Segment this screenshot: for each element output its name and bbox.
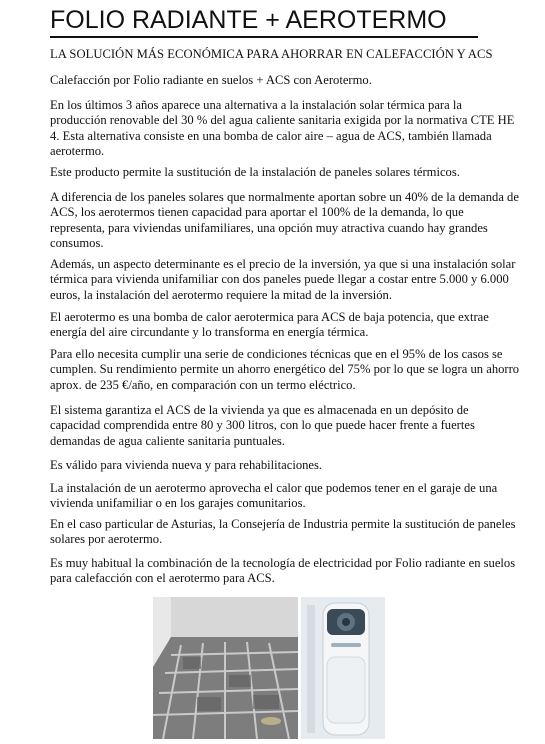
paragraph-storage: El sistema garantiza el ACS de la vivienda ya que es almacenada en un depósito de capacidad comprendida entre 80 y 300 litros, con lo que puede hacer frente a fuertes demandas de agua caliente sanitaria puntuales. [50,403,475,448]
title-underline [50,36,478,38]
paragraph-intro: Calefacción por Folio radiante en suelos + ACS con Aerotermo. [50,73,372,87]
radiant-floor-photo [153,597,298,739]
paragraph-performance: Para ello necesita cumplir una serie de condiciones técnicas que en el 95% de los casos se cumplen. Su rendimiento permite un ahorro energético del 75% por lo que se logra un ahorro aprox. de 235 €/año, en comparación con un termo eléctrico. [50,347,520,392]
page-title: FOLIO RADIANTE + AEROTERMO [50,6,447,34]
paragraph-comparison: A diferencia de los paneles solares que normalmente aportan sobre un 40% de la demanda de ACS, los aerotermos tienen capacidad para aportar el 100% de la demanda, lo que representa, para viviendas unifamiliares, una opción muy atractiva cuando hay grandes consumos. [50,190,519,251]
paragraph-asturias: En el caso particular de Asturias, la Consejería de Industria permite la sustitución de paneles solares por aerotermo. [50,517,516,547]
subtitle: LA SOLUCIÓN MÁS ECONÓMICA PARA AHORRAR EN CALEFACCIÓN Y ACS [50,47,493,61]
photo-strip [153,597,385,739]
paragraph-definition: El aerotermo es una bomba de calor aerotermica para ACS de baja potencia, que extrae energía del aire circundante y lo transforma en energía térmica. [50,310,489,340]
paragraph-validity: Es válido para vivienda nueva y para rehabilitaciones. [50,458,323,472]
paragraph-combination: Es muy habitual la combinación de la tecnología de electricidad por Folio radiante en suelos para calefacción con el aerotermo para ACS. [50,556,516,586]
paragraph-alternative: En los últimos 3 años aparece una alternativa a la instalación solar térmica para la producción renovable del 30 % del agua caliente sanitaria exigida por la normativa CTE HE 4. Esta alternativa consiste en una bomba de calor aire – agua de ACS, también llamada aerotermo. [50,98,515,159]
paragraph-garage: La instalación de un aerotermo aprovecha el calor que podemos tener en el garaje de una vivienda unifamiliar o en los garajes comunitarios. [50,481,498,511]
paragraph-investment: Además, un aspecto determinante es el precio de la inversión, ya que si una instalación solar térmica para vivienda unifamiliar con dos paneles puede llegar a costar entre 5.000 y 6.000 euros, la instalación del aerotermo requiere la mitad de la inversión. [50,257,516,302]
heat-pump-photo [301,597,385,739]
heat-pump-illustration [301,597,385,739]
radiant-floor-illustration [153,597,298,739]
paragraph-substitution: Este producto permite la sustitución de la instalación de paneles solares térmicos. [50,165,460,179]
